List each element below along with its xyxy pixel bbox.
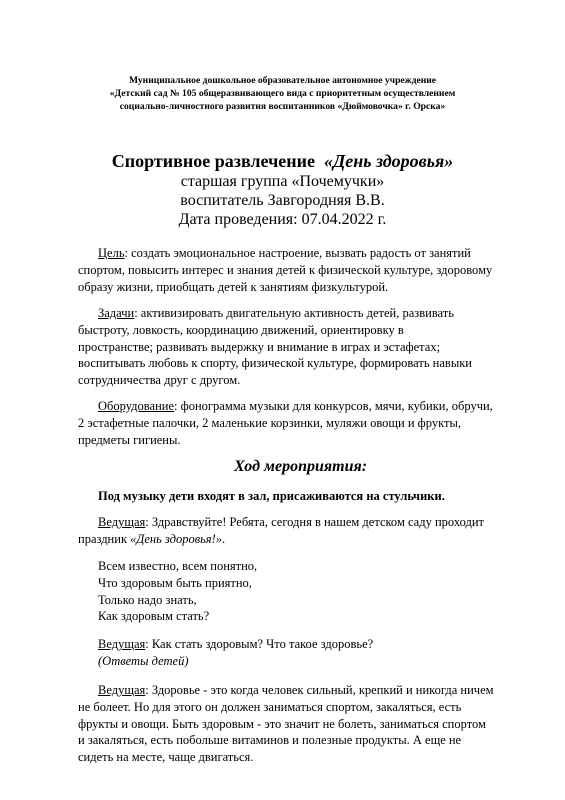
goal-label: Цель [98,246,125,260]
title-italic: «День здоровья» [323,151,454,171]
document-title [70,150,495,172]
host-label: Ведущая [98,637,146,651]
equipment-text: : фонограмма музыки для конкурсов, мячи, кубики, обручи, [174,399,493,413]
tasks-paragraph [78,305,523,389]
title-block [70,150,495,229]
poem-line: Что здоровым быть приятно, [98,575,252,590]
host-label: Ведущая [98,683,146,697]
equipment-paragraph [78,398,523,448]
tasks-text: быстроту, ловкость, координацию движений, ориентировку в [78,322,404,337]
host-text: : Здравствуйте! Ребята, сегодня в нашем детском саду проходит [145,515,485,529]
children-answers: (Ответы детей) [98,653,189,668]
tasks-text: : активизировать двигательную активность детей, развивать [134,306,454,320]
goal-text: : создать эмоциональное настроение, вызвать радость от занятий [124,246,471,260]
equipment-label: Оборудование [98,399,175,413]
host-paragraph-2 [78,636,523,670]
intro-instruction: Под музыку дети входят в зал, присаживаются на стульчики. [98,489,445,503]
poem-line: Только надо знать, [98,592,197,607]
equipment-text: 2 эстафетные палочки, 2 маленькие корзинки, муляжи овощи и фрукты, [78,415,461,430]
equipment-text: предметы гигиены. [78,432,181,447]
tasks-text: воспитывать любовь к спорту, физической культуре, формировать навыки [78,356,472,371]
host-text: праздник [78,531,131,546]
host-text: : Как стать здоровым? Что такое здоровье? [145,637,374,651]
host-paragraph-3 [78,682,523,766]
host-text: не болеет. Но для этого он должен заниматься спортом, закаляться, есть [78,699,462,714]
host-text: . [222,531,226,546]
tasks-text: пространстве; развивать выдержку и внимание в играх и эстафетах; [78,339,441,354]
host-text: сидеть на месте, чаще двигаться. [78,750,254,765]
poem-line: Всем известно, всем понятно, [98,559,258,573]
header-line: «Детский сад № 105 общеразвивающего вида с приоритетным осуществлением [109,88,456,99]
section-title: Ход мероприятия: [233,458,368,475]
poem [98,558,257,625]
date-line: Дата проведения: 07.04.2022 г. [178,211,387,228]
goal-text: образу жизни, приобщать детей к занятиям физкультурой. [78,279,389,294]
host-paragraph-1 [78,514,523,548]
host-text: фрукты и овощи. Быть здоровым - это значит не болеть, заниматься спортом [78,716,486,731]
group-line: старшая группа «Почемучки» [180,173,385,190]
title-main: Спортивное развлечение [111,151,315,171]
tasks-label: Задачи [98,306,135,320]
host-text: : Здоровье - это когда человек сильный, крепкий и никогда ничем [145,683,494,697]
institution-header [70,74,495,113]
goal-paragraph [78,245,523,295]
tasks-text: сотрудничества друг с другом. [78,373,241,388]
header-line: Муниципальное дошкольное образовательное автономное учреждение [128,75,437,86]
header-line: социально-личностного развития воспитанников «Дюймовочка» г. Орска» [119,101,446,112]
goal-text: спортом, повысить интерес и знания детей к физической культуре, здоровому [78,262,493,277]
poem-line: Как здоровым стать? [98,609,210,624]
teacher-line: воспитатель Завгородняя В.В. [180,192,385,209]
holiday-name: «День здоровья!» [130,531,223,546]
host-text: и закаляться, есть побольше витаминов и полезные продукты. А еще не [78,733,462,748]
host-label: Ведущая [98,515,146,529]
